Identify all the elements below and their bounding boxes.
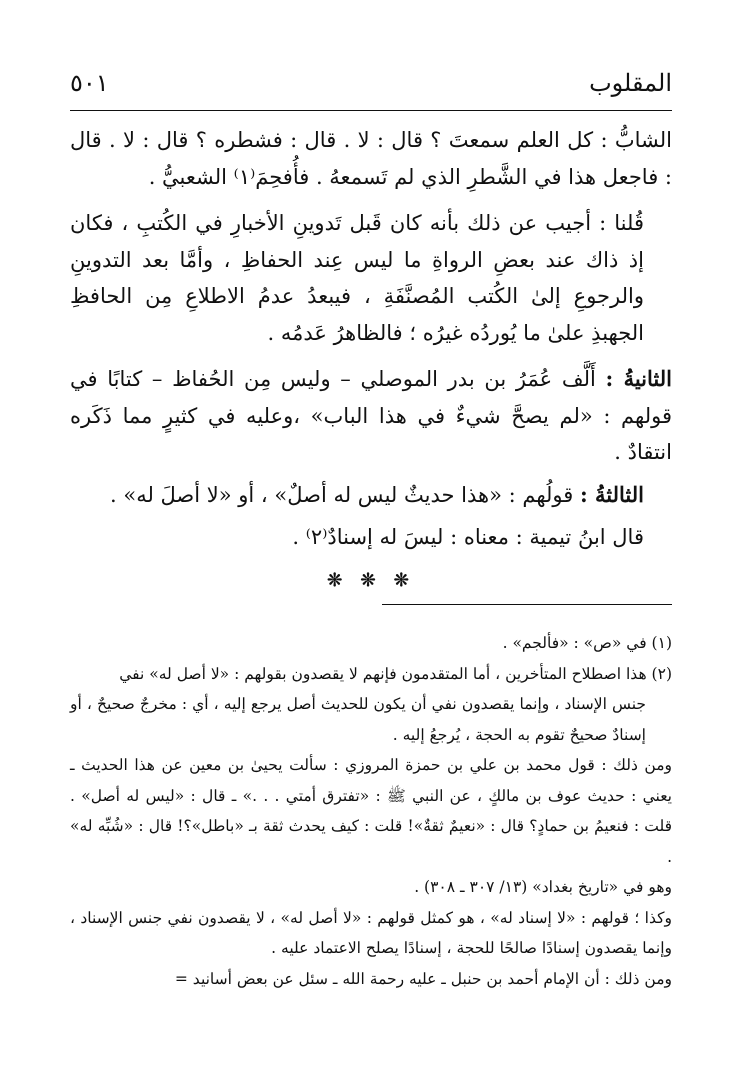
footnotes	[70, 628, 672, 994]
page-number: ٥٠١	[70, 69, 109, 97]
footnote-2-last: ومن ذلك : أن الإمام أحمد بن حنبل ـ عليه رحمة الله ـ سئل عن بعض أسانيد =	[174, 969, 672, 988]
footnote-2-example: ومن ذلك : قول محمد بن علي بن حمزة المروزي : سألت يحيىٰ بن معين عن هذا الحديث ـ يعني : حديث عوف بن مالكٍ ، عن النبي ﷺ : «تفترق أمتي . . .» ـ قال : «ليس له أصل» . قلت : فنعيمُ بن حمادٍ؟ قال : «نعيمٌ ثقةٌ»! قلت : كيف يحدث ثقة بـ «باطل»؟! قال : «شُبِّه له» .	[70, 756, 672, 866]
footnote-2-source: وهو في «تاريخ بغداد» (١٣/ ٣٠٧ ـ ٣٠٨) .	[414, 878, 672, 896]
section-separator: ❊ ❊ ❊	[327, 570, 415, 591]
paragraph-4	[70, 477, 672, 514]
running-title: المقلوب	[589, 69, 672, 97]
footnote-2-note: وكذا ؛ قولهم : «لا إسناد له» ، هو كمثل قولهم : «لا أصل له» ، لا يقصدون نفي جنس الإسناد ، وإنما يقصدون إسنادًا صالحًا للحجة ، إسنادًا يصلح الاعتماد عليه .	[70, 908, 672, 957]
section-label-second: الثانيةُ :	[605, 366, 672, 391]
paragraph-3	[70, 361, 672, 471]
header-rule	[70, 110, 672, 111]
paragraph-2: قُلنا : أجيب عن ذلك بأنه كان قَبل تَدوينِ الأخبارِ في الكُتبِ ، فكان إذ ذاك عند بعضِ الرواةِ ما ليس عِند الحفاظِ ، وأمَّا بعد التدوينِ والرجوعِ إلىٰ الكُتب المُصنَّفَةِ ، فيبعدُ عدمُ الاطلاعِ مِن الحافظِ الجهبذِ علىٰ ما يُوردُه غيرُه ؛ فالظاهرُ عَدمُه .	[70, 211, 644, 345]
footnote-2-continued: جنس الإسناد ، وإنما يقصدون نفي أن يكون للحديث أصل يرجع إليه ، أي : مخرجٌ صحيحٌ ، أو إسنادٌ صحيحٌ تقوم به الحجة ، يُرجعُ إليه .	[70, 695, 646, 744]
footnote-1: (١) في «ص» : «فألجم» .	[502, 634, 672, 652]
paragraph-1: الشابُّ : كل العلم سمعتَ ؟ قال : لا . قال : فشطره ؟ قال : لا . قال : فاجعل هذا في الشَّطرِ الذي لم تَسمعهُ . فأُفحِمَ⁽١⁾ الشعبيُّ .	[70, 128, 672, 189]
section-label-third: الثالثةُ :	[579, 481, 644, 507]
footnote-2-line: (٢) هذا اصطلاح المتأخرين ، أما المتقدمون فإنهم لا يقصدون بقولهم : «لا أصل له» نفي	[119, 664, 672, 683]
paragraph-4-text: قولُهم : «هذا حديثٌ ليس له أصلٌ» ، أو «لا أصلَ له» .	[110, 482, 580, 507]
main-text	[70, 122, 672, 556]
paragraph-3-text: أَلَّف عُمَرُ بن بدر الموصلي – وليس مِن الحُفاظ – كتابًا في قولهم : «لم يصحَّ شيءٌ في هذا الباب» ،وعليه في كثيرٍ مما ذَكَره انتقادٌ .	[70, 367, 672, 464]
footnote-rule	[382, 604, 672, 605]
paragraph-5: قال ابنُ تيمية : معناه : ليسَ له إسنادٌ⁽٢⁾ .	[292, 525, 644, 549]
page-header	[70, 68, 672, 102]
